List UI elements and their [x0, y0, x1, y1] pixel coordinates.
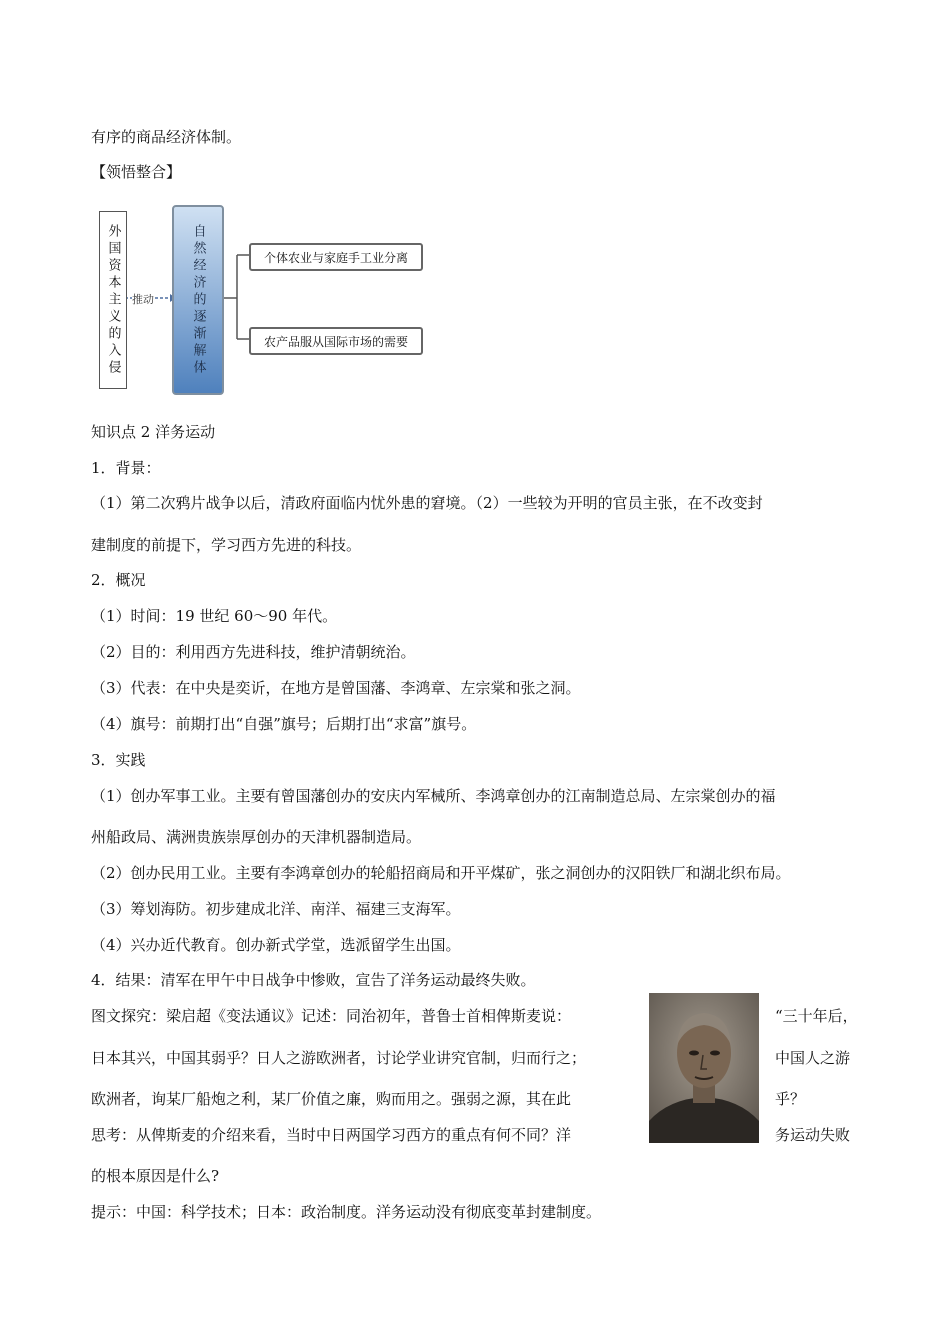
practice-item-2: （2）创办民用工业。主要有李鸿章创办的轮船招商局和开平煤矿，张之洞创办的汉阳铁厂和湖北织布局。: [91, 864, 791, 882]
explore-line-5: 的根本原因是什么?: [91, 1167, 220, 1185]
practice-item-3: （3）筹划海防。初步建成北洋、南洋、福建三支海军。: [91, 900, 461, 918]
overview-item-4: （4）旗号：前期打出“自强”旗号；后期打出“求富”旗号。: [91, 715, 477, 733]
branch-top-box: [249, 243, 423, 271]
explore-line-2-right: 中国人之游: [775, 1049, 851, 1067]
concept-diagram: [97, 203, 427, 393]
background-line-1: （1）第二次鸦片战争以后，清政府面临内忧外患的窘境。（2）一些较为开明的官员主张，在不改变封: [91, 494, 763, 512]
knowledge-title: 知识点 2 洋务运动: [91, 423, 216, 441]
practice-heading: 3．实践: [91, 751, 146, 769]
overview-item-2: （2）目的：利用西方先进科技，维护清朝统治。: [91, 643, 416, 661]
background-heading: 1．背景：: [91, 459, 161, 477]
practice-item-1a: （1）创办军事工业。主要有曾国藩创办的安庆内军械所、李鸿章创办的江南制造总局、左宗棠创办的福: [91, 787, 776, 805]
center-concept-text: 自然经济的逐渐解体: [190, 223, 206, 377]
arrow-label: 推动: [132, 293, 154, 306]
intro-line: 有序的商品经济体制。: [91, 128, 242, 146]
section-heading: 【领悟整合】: [91, 163, 182, 181]
background-line-2: 建制度的前提下，学习西方先进的科技。: [91, 536, 362, 554]
explore-line-4-right: 务运动失败: [775, 1126, 851, 1144]
explore-line-3-right: 乎？: [775, 1090, 806, 1108]
practice-item-1b: 州船政局、满洲贵族崇厚创办的天津机器制造局。: [91, 828, 422, 846]
practice-item-4: （4）兴办近代教育。创办新式学堂，选派留学生出国。: [91, 936, 461, 954]
explore-line-3: 欧洲者，询某厂船炮之利，某厂价值之廉，购而用之。强弱之源，其在此: [91, 1090, 572, 1108]
branch-bottom-box: [249, 327, 423, 355]
explore-line-4: 思考：从俾斯麦的介绍来看，当时中日两国学习西方的重点有何不同？洋: [91, 1126, 572, 1144]
explore-line-1: 图文探究：梁启超《变法通议》记述：同治初年，普鲁士首相俾斯麦说：: [91, 1007, 572, 1025]
hint-line: 提示：中国：科学技术；日本：政治制度。洋务运动没有彻底变革封建制度。: [91, 1203, 602, 1221]
center-concept-box: [172, 205, 224, 395]
result-line: 4．结果：清军在甲午中日战争中惨败，宣告了洋务运动最终失败。: [91, 971, 536, 989]
overview-item-1: （1）时间：19 世纪 60～90 年代。: [91, 607, 338, 625]
branch-top-text: 个体农业与家庭手工业分离: [263, 250, 408, 265]
portrait-photo: [649, 993, 759, 1143]
explore-line-2: 日本其兴，中国其弱乎？日人之游欧洲者，讨论学业讲究官制，归而行之；: [91, 1049, 587, 1067]
left-concept-text: 外国资本主义的入侵: [105, 223, 121, 377]
overview-item-3: （3）代表：在中央是奕䜣，在地方是曾国藩、李鸿章、左宗棠和张之洞。: [91, 679, 581, 697]
branch-bottom-text: 农产品服从国际市场的需要: [263, 334, 408, 349]
overview-heading: 2．概况: [91, 571, 146, 589]
explore-line-1-right: “三十年后，: [775, 1007, 858, 1025]
left-concept-box: [99, 211, 127, 389]
